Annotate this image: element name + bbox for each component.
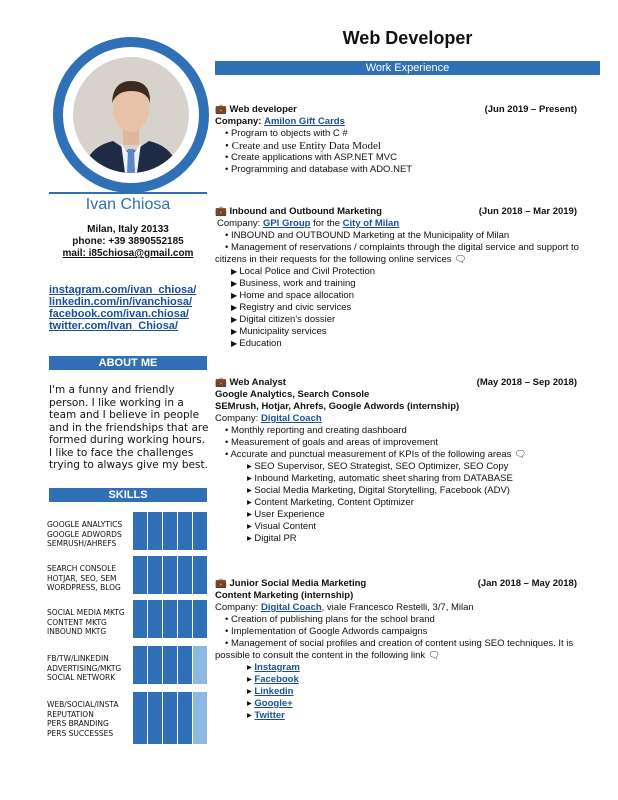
skill-level-cell [163, 600, 177, 638]
list-item: • Accurate and punctual measurement of KPIs of the following areas 🗨 [215, 449, 607, 461]
skill-level-cell [178, 512, 192, 550]
skill-level-cell [163, 646, 177, 684]
skill-rating [133, 692, 207, 744]
skill-rating [133, 512, 207, 550]
location: Milan, Italy 20133 [87, 224, 169, 235]
briefcase-icon: 💼 [215, 377, 227, 388]
list-item: ▸ SEO Supervisor, SEO Strategist, SEO Optimizer, SEO Copy [215, 461, 607, 473]
name-divider [49, 192, 207, 194]
list-item: ▶ Registry and civic services [215, 302, 607, 314]
skill-level-cell [163, 692, 177, 744]
list-item: • Management of social profiles and creation of content using SEO techniques. It is possible to consult the content in the following link 🗨 [215, 638, 607, 662]
job-inbound-outbound: 💼 Inbound and Outbound Marketing (Jun 2018 – Mar 2019) Company: GPI Group for the City of Milan • INBOUND and OUTBOUND Marketing at the Municipality of Milan • Management of reservations / complaints through the digital service and support to citizens in their requests for the following online services 🗨 ▶ Local Police and Civil Protection ▶ Business, work and training ▶ Home and space allocation ▶ Registry and civic services ▶ Digital citizen's dossier ▶ Municipality services ▶ Education [215, 206, 607, 350]
skill-label [47, 608, 131, 637]
list-item: ▶ Municipality services [215, 326, 607, 338]
list-item: • Monthly reporting and creating dashboard [215, 425, 607, 437]
skill-level-cell [133, 692, 147, 744]
phone: phone: +39 3890552185 [72, 236, 184, 247]
skill-level-cell [193, 512, 207, 550]
company-link[interactable]: GPI Group [262, 218, 311, 229]
work-experience-heading: Work Experience [215, 61, 600, 75]
skill-level-cell [148, 646, 162, 684]
list-item: • Measurement of goals and areas of improvement [215, 437, 607, 449]
list-item: ▸ Content Marketing, Content Optimizer [215, 497, 607, 509]
list-item: ▸ Digital PR [215, 533, 607, 545]
skill-rating [133, 556, 207, 594]
job-subtitle: SEMrush, Hotjar, Ahrefs, Google Adwords (internship) [215, 401, 460, 412]
company-link[interactable]: Digital Coach [260, 602, 322, 613]
skill-level-cell [193, 646, 207, 684]
briefcase-icon: 💼 [215, 578, 227, 589]
about-heading: ABOUT ME [49, 356, 207, 370]
skill-level-cell [178, 692, 192, 744]
skill-level-cell [178, 556, 192, 594]
skill-label [47, 520, 131, 549]
skill-label-line: FB/TW/LINKEDIN [47, 654, 109, 663]
list-item: ▶ Business, work and training [215, 278, 607, 290]
skill-level-cell [178, 600, 192, 638]
job-web-developer: 💼 Web developer (Jun 2019 – Present) Company: Amilon Gift Cards • Program to objects with C # • Create and use Entity Data Model • Create applications with ASP.NET MVC • Programming and database with ADO.NET [215, 104, 607, 176]
job-web-analyst: 💼 Web Analyst (May 2018 – Sep 2018) Google Analytics, Search Console SEMrush, Hotjar, Ahrefs, Google Adwords (internship) Company: Digital Coach • Monthly reporting and creating dashboard • Measurement of goals and areas of improvement • Accurate and punctual measurement of KPIs of the following areas 🗨 ▸ SEO Supervisor, SEO Strategist, SEO Optimizer, SEO Copy ▸ Inbound Marketing, automatic sheet sharing from DATABASE ▸ Social Media Marketing, Digital Storytelling, Facebook (ADV) ▸ Content Marketing, Content Optimizer ▸ User Experience ▸ Visual Content ▸ Digital PR [215, 377, 607, 545]
job-title: Inbound and Outbound Marketing [229, 206, 382, 217]
skill-level-cell [148, 512, 162, 550]
job-dates: (Jun 2019 – Present) [484, 104, 577, 115]
skill-label-line: GOOGLE ADWORDS [47, 529, 122, 539]
skill-label-line: WORDPRESS, BLOG [47, 583, 121, 592]
skill-label-line: SOCIAL MEDIA MKTG [47, 608, 125, 617]
comment-icon: 🗨 [427, 650, 440, 661]
skills-heading: SKILLS [49, 488, 207, 502]
list-item: • Implementation of Google Adwords campaigns [215, 626, 607, 638]
skill-label [47, 654, 131, 683]
skill-label-line: CONTENT MKTG [47, 617, 107, 627]
skill-label-line: SEMRUSH/AHREFS [47, 539, 117, 548]
link-item[interactable]: ▸ Twitter [215, 710, 607, 722]
job-social-media: 💼 Junior Social Media Marketing (Jan 2018 – May 2018) Content Marketing (internship) Company: Digital Coach, viale Francesco Restelli, 3/7, Milan • Creation of publishing plans for the school brand • Implementation of Google Adwords campaigns • Management of social profiles and creation of content using SEO techniques. It is possible to consult the content in the following link 🗨 ▸ Instagram ▸ Facebook ▸ Linkedin ▸ Google+ ▸ Twitter [215, 578, 607, 722]
skill-label-line: PERS BRANDING [47, 719, 109, 728]
comment-icon: 🗨 [454, 254, 467, 265]
skill-label-line: ADVERTISING/MKTG [47, 663, 122, 673]
linkedin-link[interactable]: linkedin.com/in/ivanchiosa/ [49, 296, 193, 308]
email-link[interactable]: mail: i85chiosa@gmail.com [62, 248, 194, 259]
skill-rating [133, 600, 207, 638]
profile-name: Ivan Chiosa [85, 196, 171, 213]
skill-level-cell [148, 600, 162, 638]
list-item: • Create applications with ASP.NET MVC [215, 152, 607, 164]
list-item: ▶ Education [215, 338, 607, 350]
profile-photo [73, 57, 189, 173]
skill-level-cell [148, 556, 162, 594]
list-item: • Programming and database with ADO.NET [215, 164, 607, 176]
page-title: Web Developer [342, 28, 473, 48]
job-title: Web developer [229, 104, 297, 115]
skill-label-line: PERS SUCCESSES [47, 728, 114, 738]
job-title: Junior Social Media Marketing [229, 578, 367, 589]
skill-label-line: HOTJAR, SEO, SEM [47, 573, 117, 583]
skill-level-cell [133, 512, 147, 550]
comment-icon: 🗨 [514, 449, 527, 460]
job-dates: (May 2018 – Sep 2018) [476, 377, 577, 388]
list-item: ▸ Social Media Marketing, Digital Storytelling, Facebook (ADV) [215, 485, 607, 497]
skill-label [47, 564, 131, 593]
list-item: ▸ Visual Content [215, 521, 607, 533]
list-item: • Creation of publishing plans for the school brand [215, 614, 607, 626]
job-subtitle: Content Marketing (internship) [215, 590, 354, 601]
list-item: ▸ Inbound Marketing, automatic sheet sharing from DATABASE [215, 473, 607, 485]
instagram-link[interactable]: instagram.com/ivan_chiosa/ [49, 284, 197, 296]
link-item[interactable]: ▸ Instagram [215, 662, 607, 674]
skill-label-line: REPUTATION [47, 709, 94, 719]
link-item[interactable]: ▸ Google+ [215, 698, 607, 710]
skill-level-cell [193, 692, 207, 744]
list-item: ▸ User Experience [215, 509, 607, 521]
company-link[interactable]: Digital Coach [260, 413, 322, 424]
job-dates: (Jan 2018 – May 2018) [477, 578, 577, 589]
skill-label-line: GOOGLE ANALYTICS [47, 520, 123, 529]
skill-label-line: WEB/SOCIAL/INSTA [47, 700, 119, 709]
job-title: Web Analyst [229, 377, 286, 388]
link-item[interactable]: ▸ Linkedin [215, 686, 607, 698]
skill-label-line: INBOUND MKTG [47, 627, 107, 636]
briefcase-icon: 💼 [215, 104, 227, 115]
list-item: ▶ Local Police and Civil Protection [215, 266, 607, 278]
about-text: I'm a funny and friendly person. I like working in a team and I believe in people and in the friendships that are formed during working hours. I like to face the challenges trying to always give my best. [49, 384, 209, 471]
skill-level-cell [148, 692, 162, 744]
list-item: • Program to objects with C # [215, 128, 607, 140]
skill-level-cell [193, 600, 207, 638]
skill-level-cell [163, 556, 177, 594]
skill-level-cell [133, 600, 147, 638]
briefcase-icon: 💼 [215, 206, 227, 217]
job-dates: (Jun 2018 – Mar 2019) [478, 206, 577, 217]
skill-label-line: SEARCH CONSOLE [47, 564, 117, 573]
list-item: ▶ Home and space allocation [215, 290, 607, 302]
facebook-link[interactable]: facebook.com/ivan.chiosa/ [49, 308, 189, 320]
job-subtitle: Google Analytics, Search Console [215, 389, 370, 400]
company-link[interactable]: Amilon Gift Cards [264, 116, 345, 127]
skill-label-line: SOCIAL NETWORK [47, 673, 116, 682]
skill-level-cell [193, 556, 207, 594]
skill-label [47, 700, 131, 738]
skill-level-cell [178, 646, 192, 684]
list-item: ▶ Digital citizen's dossier [215, 314, 607, 326]
list-item: • Management of reservations / complaints through the digital service and support to citizens in their requests for the following online services 🗨 [215, 242, 607, 266]
link-item[interactable]: ▸ Facebook [215, 674, 607, 686]
skill-rating [133, 646, 207, 684]
city-link[interactable]: City of Milan [342, 218, 400, 229]
list-item: • Create and use Entity Data Model [215, 140, 607, 152]
skill-level-cell [163, 512, 177, 550]
twitter-link[interactable]: twitter.com/Ivan_Chiosa/ [49, 320, 178, 332]
skill-level-cell [133, 646, 147, 684]
skill-level-cell [133, 556, 147, 594]
list-item: • INBOUND and OUTBOUND Marketing at the Municipality of Milan [215, 230, 607, 242]
